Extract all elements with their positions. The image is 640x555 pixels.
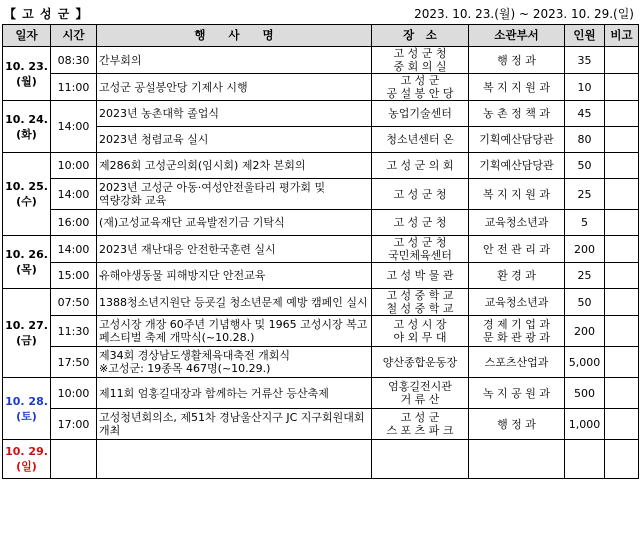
place-cell (372, 409, 469, 440)
people-cell: 200 (565, 316, 605, 347)
dept-cell (469, 378, 565, 409)
event-cell (97, 153, 372, 179)
table-row (3, 179, 639, 210)
event-text: 고성청년회의소, 제51차 경남울산지구 JC 지구회원대회 개최 (99, 411, 365, 437)
date-label: 10. 28. (5, 394, 48, 408)
dept-cell (469, 101, 565, 127)
event-text: 2023년 농촌대학 졸업식 (99, 107, 219, 120)
dept-cell (469, 263, 565, 289)
people-cell: 10 (565, 74, 605, 101)
event-text: 제11회 엄홍길대장과 함께하는 거류산 등산축제 (99, 386, 329, 400)
place-cell (372, 316, 469, 347)
time-cell: 15:00 (51, 263, 97, 289)
date-label: 10. 23. (5, 59, 48, 73)
place-text: 공 설 봉 안 당 (386, 87, 454, 100)
event-cell (97, 210, 372, 236)
event-text: (재)고성교육재단 교육발전기금 기탁식 (99, 216, 285, 229)
note-cell (605, 127, 639, 153)
people-cell: 5,000 (565, 347, 605, 378)
event-cell (97, 127, 372, 153)
note-cell (605, 74, 639, 101)
table-row (3, 127, 639, 153)
event-text: 2023년 청렴교육 실시 (99, 133, 209, 146)
weekday-label: (목) (16, 263, 37, 276)
dept-cell (469, 347, 565, 378)
time-cell: 14:00 (51, 179, 97, 210)
dept-text: 행 정 과 (497, 417, 536, 431)
region-title: 【 고 성 군 】 (4, 7, 89, 21)
place-text: 고 성 군 의 회 (386, 159, 454, 172)
table-row (3, 153, 639, 179)
date-label: 10. 24. (5, 112, 48, 126)
dept-cell (469, 47, 565, 74)
time-cell: 10:00 (51, 153, 97, 179)
note-cell (605, 440, 639, 479)
people-cell: 45 (565, 101, 605, 127)
time-cell: 17:50 (51, 347, 97, 378)
event-text: 2023년 재난대응 안전한국훈련 실시 (99, 242, 276, 256)
time-cell: 14:00 (51, 101, 97, 153)
date-label: 10. 26. (5, 248, 48, 261)
dept-text: 행 정 과 (497, 53, 536, 67)
place-cell (372, 47, 469, 74)
weekday-label: (일) (16, 460, 37, 473)
place-cell (372, 440, 469, 479)
dept-text: 안 전 관 리 과 (482, 242, 551, 256)
place-cell (372, 153, 469, 179)
note-cell (605, 409, 639, 440)
place-text: 농업기술센터 (388, 107, 452, 120)
dept-text: 스포츠산업과 (484, 355, 549, 369)
note-cell (605, 289, 639, 316)
place-text: 고 성 군 (400, 411, 440, 424)
note-cell (605, 153, 639, 179)
dept-cell (469, 74, 565, 101)
col-header-note: 비고 (605, 25, 639, 47)
table-row (3, 409, 639, 440)
event-text: 간부회의 (99, 53, 142, 67)
place-text: 고 성 시 장 (393, 318, 447, 331)
period-range: 2023. 10. 23.(월) ~ 2023. 10. 29.(일) (414, 7, 634, 21)
schedule-header (0, 0, 640, 24)
place-text: 고 성 군 청 (393, 216, 447, 229)
table-row (3, 347, 639, 378)
note-cell (605, 210, 639, 236)
note-cell (605, 236, 639, 263)
people-cell: 25 (565, 263, 605, 289)
table-row (3, 263, 639, 289)
date-cell (3, 378, 51, 440)
event-text: 2023년 고성군 아동·여성안전울타리 평가회 및 역량강화 교육 (99, 181, 326, 207)
dept-cell (469, 210, 565, 236)
place-text: 철 성 중 학 교 (386, 302, 454, 315)
event-cell (97, 101, 372, 127)
dept-text: 농 촌 정 책 과 (482, 107, 551, 120)
place-text: 고 성 중 학 교 (386, 289, 454, 302)
dept-text: 기획예산담당관 (479, 159, 554, 172)
event-cell (97, 409, 372, 440)
event-cell (97, 47, 372, 74)
schedule-table (2, 24, 639, 479)
dept-cell (469, 440, 565, 479)
event-cell (97, 347, 372, 378)
dept-cell (469, 153, 565, 179)
people-cell: 1,000 (565, 409, 605, 440)
event-cell (97, 236, 372, 263)
dept-text: 교육청소년과 (484, 295, 549, 309)
place-cell (372, 263, 469, 289)
time-cell: 07:50 (51, 289, 97, 316)
col-header-date: 일자 (3, 25, 51, 47)
time-cell: 08:30 (51, 47, 97, 74)
weekday-label: (수) (16, 195, 37, 208)
place-cell (372, 127, 469, 153)
table-row (3, 210, 639, 236)
time-cell: 11:30 (51, 316, 97, 347)
event-cell (97, 289, 372, 316)
place-cell (372, 347, 469, 378)
place-text: 양산종합운동장 (382, 355, 458, 369)
event-cell (97, 179, 372, 210)
note-cell (605, 263, 639, 289)
dept-text: 문 화 관 광 과 (482, 331, 551, 344)
place-text: 고 성 군 (400, 74, 440, 87)
place-cell (372, 179, 469, 210)
time-cell: 14:00 (51, 236, 97, 263)
weekday-label: (토) (16, 409, 37, 423)
col-header-time: 시간 (51, 25, 97, 47)
date-cell (3, 236, 51, 289)
table-row (3, 236, 639, 263)
dept-cell (469, 127, 565, 153)
place-cell (372, 378, 469, 409)
time-cell: 17:00 (51, 409, 97, 440)
note-cell (605, 47, 639, 74)
people-cell: 25 (565, 179, 605, 210)
time-cell (51, 440, 97, 479)
place-text: 청소년센터 온 (386, 133, 454, 146)
dept-text: 환 경 과 (497, 269, 536, 282)
dept-text: 녹 지 공 원 과 (482, 386, 551, 400)
col-header-people: 인원 (565, 25, 605, 47)
dept-cell (469, 316, 565, 347)
table-row (3, 47, 639, 74)
col-header-place: 장 소 (372, 25, 469, 47)
event-cell (97, 74, 372, 101)
note-cell (605, 101, 639, 127)
place-text: 고 성 박 물 관 (386, 269, 454, 282)
time-cell: 16:00 (51, 210, 97, 236)
people-cell: 35 (565, 47, 605, 74)
date-cell (3, 47, 51, 101)
people-cell: 50 (565, 153, 605, 179)
date-cell (3, 289, 51, 378)
weekday-label: (월) (16, 74, 37, 88)
table-row (3, 101, 639, 127)
time-cell: 11:00 (51, 74, 97, 101)
place-text: 스 포 츠 파 크 (386, 424, 454, 437)
dept-text: 경 제 기 업 과 (482, 318, 551, 331)
table-row (3, 378, 639, 409)
col-header-event: 행 사 명 (97, 25, 372, 47)
dept-cell (469, 409, 565, 440)
people-cell: 200 (565, 236, 605, 263)
note-cell (605, 347, 639, 378)
table-row (3, 440, 639, 479)
schedule-body (3, 47, 639, 479)
date-label: 10. 25. (5, 180, 48, 193)
event-cell (97, 378, 372, 409)
date-cell (3, 440, 51, 479)
people-cell: 50 (565, 289, 605, 316)
col-header-dept: 소관부서 (469, 25, 565, 47)
place-text: 야 외 무 대 (393, 331, 447, 344)
table-row (3, 289, 639, 316)
event-text: ※고성군: 19종목 467명(~10.29.) (99, 362, 271, 375)
people-cell (565, 440, 605, 479)
date-cell (3, 153, 51, 236)
dept-cell (469, 179, 565, 210)
table-row (3, 316, 639, 347)
place-cell (372, 210, 469, 236)
event-text: 1388청소년지원단 등굣길 청소년문제 예방 캠페인 실시 (99, 295, 368, 309)
date-label: 10. 29. (5, 445, 48, 458)
dept-text: 복 지 지 원 과 (482, 187, 551, 201)
table-row (3, 74, 639, 101)
event-cell (97, 263, 372, 289)
event-text: 제34회 경상남도생활체육대축전 개회식 (99, 349, 291, 362)
place-text: 중 회 의 실 (393, 60, 447, 73)
event-text: 제286회 고성군의회(임시회) 제2차 본회의 (99, 159, 306, 172)
dept-cell (469, 236, 565, 263)
note-cell (605, 378, 639, 409)
place-cell (372, 236, 469, 263)
place-cell (372, 101, 469, 127)
place-text: 엄홍길전시관 (388, 380, 452, 393)
note-cell (605, 316, 639, 347)
place-text: 국민체육센터 (388, 249, 452, 262)
place-text: 고 성 군 청 (393, 236, 447, 249)
event-text: 유해야생동물 피해방지단 안전교육 (99, 269, 266, 282)
weekday-label: (금) (16, 334, 37, 347)
event-text: 고성군 공설봉안당 기제사 시행 (99, 80, 248, 94)
date-label: 10. 27. (5, 319, 48, 332)
dept-text: 교육청소년과 (484, 216, 549, 229)
event-cell (97, 440, 372, 479)
place-text: 거 류 산 (400, 393, 440, 406)
dept-cell (469, 289, 565, 316)
note-cell (605, 179, 639, 210)
place-text: 고 성 군 청 (393, 47, 447, 60)
place-cell (372, 289, 469, 316)
dept-text: 복 지 지 원 과 (482, 80, 551, 94)
people-cell: 500 (565, 378, 605, 409)
place-text: 고 성 군 청 (393, 187, 447, 201)
people-cell: 5 (565, 210, 605, 236)
event-text: 고성시장 개장 60주년 기념행사 및 1965 고성시장 복고 페스티벌 축제 개막식(~10.28.) (99, 318, 368, 344)
date-cell (3, 101, 51, 153)
place-cell (372, 74, 469, 101)
weekday-label: (화) (16, 127, 37, 141)
header-row (3, 25, 639, 47)
people-cell: 80 (565, 127, 605, 153)
dept-text: 기획예산담당관 (479, 133, 554, 146)
event-cell (97, 316, 372, 347)
time-cell: 10:00 (51, 378, 97, 409)
